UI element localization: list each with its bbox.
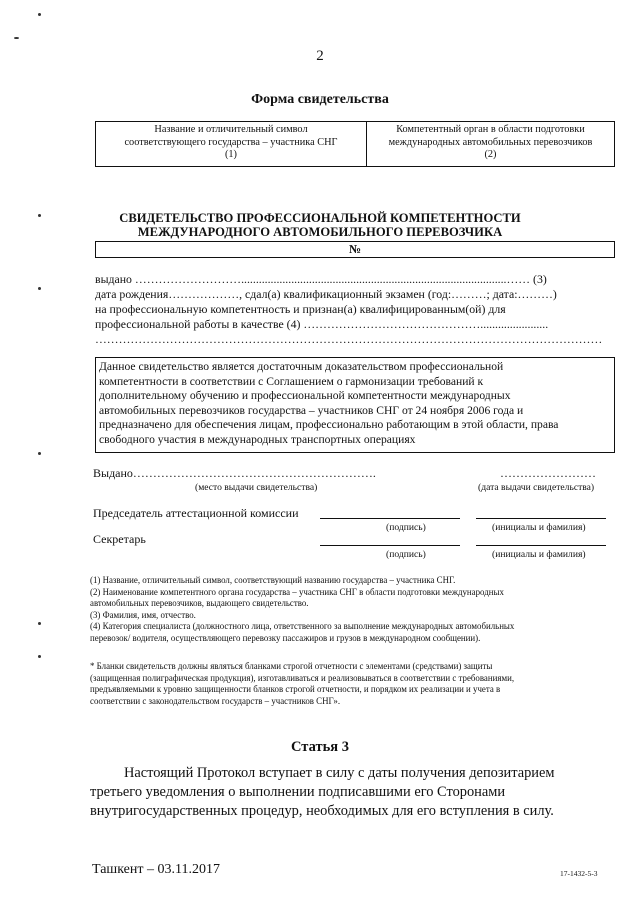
article-line: Настоящий Протокол вступает в силу с даты получения депозитарием [124,765,555,781]
state-name-cell [96,122,367,166]
statement-line: компетентности в соответствии с Соглашением о гармонизации требований к [99,374,484,388]
state-name-line1: Название и отличительный символ [154,124,308,135]
chairman-initials-caption: (инициалы и фамилия) [492,522,586,533]
issued-to-field: выдано ………………………..........................................................................................…… (3) [95,272,547,286]
validity-statement [95,357,615,453]
secretary-label: Секретарь [93,532,146,546]
document-code: 17-1432-5-3 [560,869,598,878]
secretary-initials-caption: (инициалы и фамилия) [492,549,586,560]
margin-mark [38,622,41,625]
activity-field: профессиональной работы в качестве (4) ………………………………………....................... [95,317,549,331]
article-line: внутригосударственных процедур, необходимых для его вступления в силу. [90,803,554,819]
form-title: Форма свидетельства [251,92,389,107]
statement-line: Данное свидетельство является достаточным доказательством профессиональной [99,360,504,373]
issued-place-label: Выдано……………………………………………………. [93,466,376,480]
competence-field: на профессиональную компетентность и признан(а) квалифицированным(ой) для [95,302,506,316]
authority-cell [367,122,614,166]
footnote-2: (2) Наименование компетентного органа государства – участника СНГ в области подготовки международных [90,586,504,597]
chairman-label: Председатель аттестационной комиссии [93,506,299,520]
chairman-sign-caption: (подпись) [386,522,426,533]
margin-mark [38,287,41,290]
margin-mark [38,655,41,658]
note-line: * Бланки свидетельств должны являться бланками строгой отчетности с элементами (средствами) защиты [90,661,493,671]
article-title: Статья 3 [291,739,349,755]
note-line: (защищенная полиграфическая продукция), изготавливаться и реализовываться в соответствии с требованиями, [90,672,515,683]
issued-date-dots: …………………… [500,466,596,480]
chairman-initials-line [476,518,606,519]
chairman-signature-line [320,518,460,519]
footnote-4: (4) Категория специалиста (должностного лица, ответственного за выполнение международных автомобильных [90,621,515,631]
birth-date-field: дата рождения………………, сдал(а) квалификационный экзамен (год:………; дата:………) [95,287,557,301]
footnote-3: (3) Фамилия, имя, отчество. [90,609,196,620]
footnote-2-cont: автомобильных перевозчиков, выдающего свидетельство. [90,598,309,608]
footnote-4-cont: перевозок/ водителя, осуществляющего перевозку пассажиров и грузов в международном сообщении). [90,632,481,643]
margin-mark [38,452,41,455]
note-line: предъявляемыми к уровню защищенности бланков строгой отчетности, и порядком их реализации и учета в [90,684,501,694]
article-text [90,764,613,821]
blank-forms-note [90,661,615,707]
certificate-title-line1: СВИДЕТЕЛЬСТВО ПРОФЕССИОНАЛЬНОЙ КОМПЕТЕНТНОСТИ [119,211,521,225]
state-name-line2: соответствующего государства – участника СНГ [124,136,338,148]
secretary-initials-line [476,545,606,546]
margin-mark [38,13,41,16]
margin-mark [14,37,19,39]
authority-line1: Компетентный орган в области подготовки [396,124,585,135]
place-and-date: Ташкент – 03.11.2017 [92,862,220,877]
certificate-title [0,211,640,239]
date-caption: (дата выдачи свидетельства) [478,482,595,493]
statement-line: дополнительному обучению и профессиональной компетентности международных [99,389,511,402]
certificate-title-line2: МЕЖДУНАРОДНОГО АВТОМОБИЛЬНОГО ПЕРЕВОЗЧИКА [137,225,503,239]
statement-line: предназначено для обеспечения лицам, профессионально работающим в этой области, права [99,418,559,431]
authority-ref: (2) [484,149,497,160]
footnotes [90,575,615,644]
authority-line2: международных автомобильных перевозчиков [388,136,593,148]
dotted-line: ………………………………………………………………………………………………………………… [95,332,603,346]
statement-line: свободного участия в международных транспортных операциях [99,432,416,446]
note-line: соответствии с законодательством государств – участников СНГ». [90,695,341,706]
secretary-signature-line [320,545,460,546]
state-name-ref: (1) [224,149,237,160]
article-line: третьего уведомления о выполнении подписавшими его Сторонами [90,784,506,800]
certificate-number-box: № [95,241,615,258]
place-caption: (место выдачи свидетельства) [195,482,318,493]
statement-line: автомобильных перевозчиков государства – участников СНГ от 24 ноября 2006 года и [99,403,524,417]
footnote-1: (1) Название, отличительный символ, соответствующий названию государства – участника СНГ. [90,575,456,585]
secretary-sign-caption: (подпись) [386,549,426,560]
header-box [95,121,615,167]
page-number: 2 [316,48,324,64]
